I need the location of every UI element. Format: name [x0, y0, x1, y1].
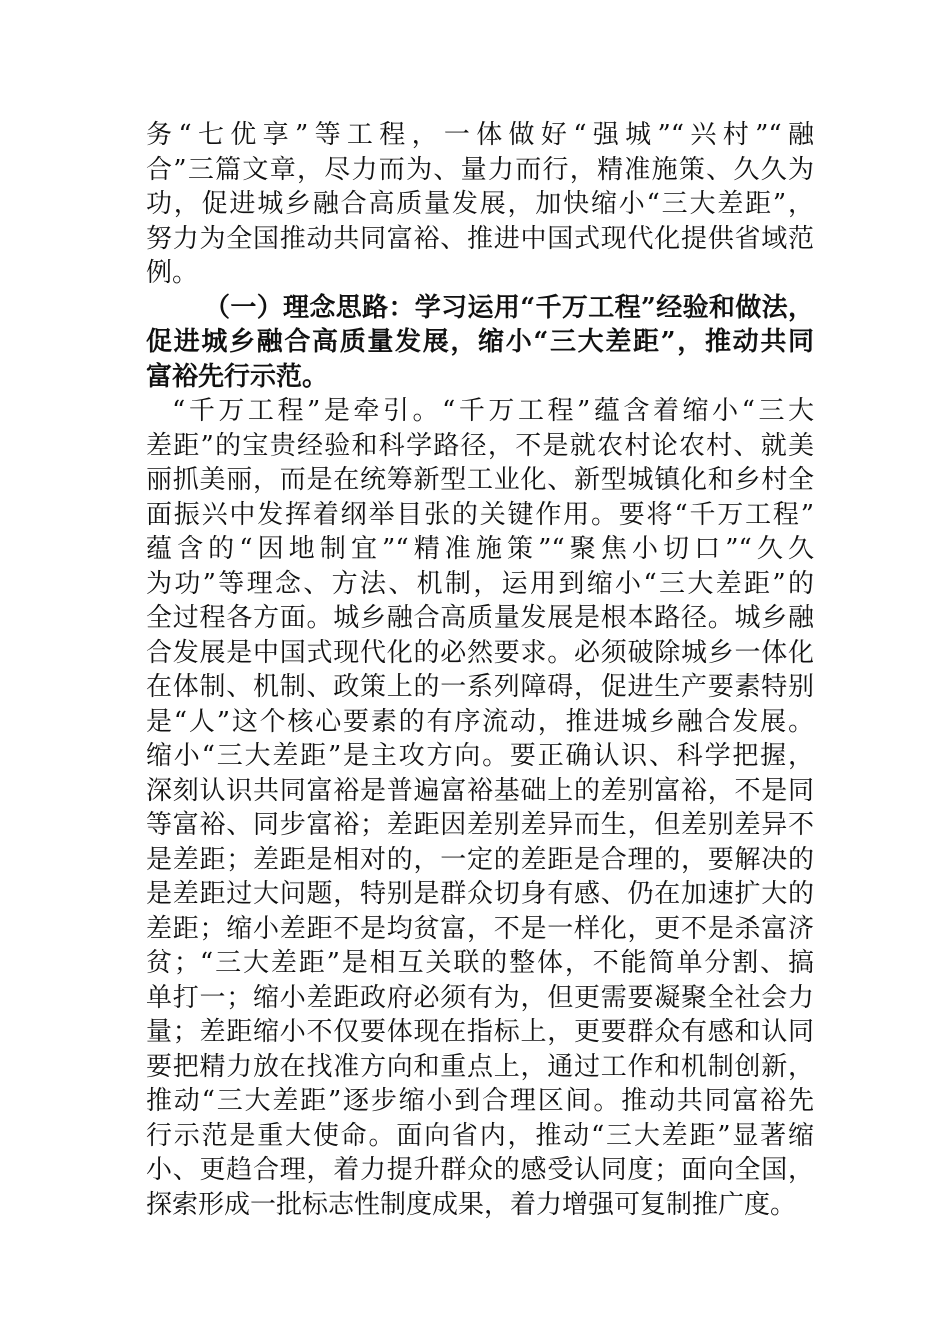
paragraph-line: 探索形成一批标志性制度成果，着力增强可复制推广度。	[146, 1189, 797, 1220]
document-body	[146, 118, 814, 1222]
paragraph-line: 面振兴中发挥着纲举目张的关键作用。要将“千万工程”	[146, 499, 814, 530]
paragraph-line: 贫；“三大差距”是相互关联的整体，不能简单分割、搞	[146, 948, 814, 978]
paragraph-line: 是差距；差距是相对的，一定的差距是合理的，要解决的	[146, 844, 814, 875]
paragraph-line: 要把精力放在找准方向和重点上，通过工作和机制创新，	[146, 1051, 814, 1082]
paragraph-line: 在体制、机制、政策上的一系列障碍，促进生产要素特别	[146, 672, 814, 702]
paragraph-line: 努力为全国推动共同富裕、推进中国式现代化提供省域范	[146, 223, 814, 254]
paragraph-line: 务“七优享”等工程，一体做好“强城”“兴村”“融	[146, 120, 814, 150]
paragraph-line: 为功”等理念、方法、机制，运用到缩小“三大差距”的	[146, 568, 814, 599]
paragraph-line: 合发展是中国式现代化的必然要求。必须破除城乡一体化	[146, 637, 814, 668]
paragraph-line: 是差距过大问题，特别是群众切身有感、仍在加速扩大的	[146, 879, 814, 909]
paragraph-line: 深刻认识共同富裕是普遍富裕基础上的差别富裕，不是同	[146, 775, 814, 806]
paragraph-line: 是“人”这个核心要素的有序流动，推进城乡融合发展。	[146, 706, 814, 737]
paragraph-line: 推动“三大差距”逐步缩小到合理区间。推动共同富裕先	[146, 1086, 814, 1116]
section-heading-line: 促进城乡融合高质量发展，缩小“三大差距”，推动共同	[146, 327, 814, 357]
paragraph-line: 差距；缩小差距不是均贫富，不是一样化，更不是杀富济	[146, 913, 814, 944]
paragraph-line: 例。	[146, 258, 199, 288]
paragraph-line: 全过程各方面。城乡融合高质量发展是根本路径。城乡融	[146, 603, 814, 633]
section-heading-line: 富裕先行示范。	[146, 361, 329, 392]
paragraph-line: 量；差距缩小不仅要体现在指标上，更要群众有感和认同	[146, 1017, 814, 1047]
paragraph-line: 功，促进城乡融合高质量发展，加快缩小“三大差距”，	[146, 189, 814, 219]
paragraph-line: 等富裕、同步富裕；差距因差别差异而生，但差别差异不	[146, 810, 814, 840]
section-heading-line: （一）理念思路：学习运用“千万工程”经验和做法，	[204, 292, 814, 323]
paragraph-line: “千万工程”是牵引。“千万工程”蕴含着缩小“三大	[172, 396, 814, 426]
paragraph-line: 蕴含的“因地制宜”“精准施策”“聚焦小切口”“久久	[146, 534, 814, 564]
paragraph-line: 差距”的宝贵经验和科学路径，不是就农村论农村、就美	[146, 430, 814, 461]
paragraph-line: 行示范是重大使命。面向省内，推动“三大差距”显著缩	[146, 1120, 814, 1151]
paragraph-line: 小、更趋合理，着力提升群众的感受认同度；面向全国，	[146, 1155, 814, 1185]
paragraph-line: 缩小“三大差距”是主攻方向。要正确认识、科学把握，	[146, 741, 814, 771]
paragraph-line: 单打一；缩小差距政府必须有为，但更需要凝聚全社会力	[146, 982, 814, 1013]
paragraph-line: 丽抓美丽，而是在统筹新型工业化、新型城镇化和乡村全	[146, 465, 814, 495]
paragraph-line: 合”三篇文章，尽力而为、量力而行，精准施策、久久为	[146, 154, 814, 185]
